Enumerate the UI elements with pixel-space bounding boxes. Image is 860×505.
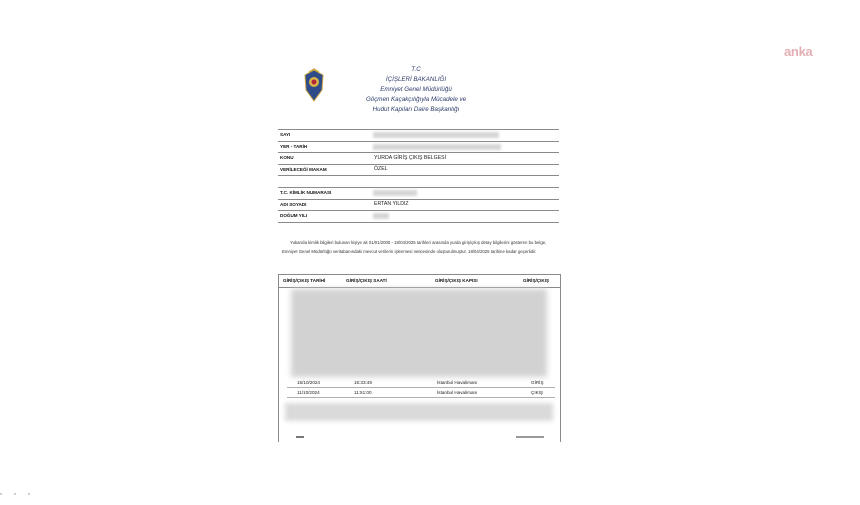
cell-gate: İstanbul Havalimanı [437, 389, 478, 395]
person-value: ERTAN YILDIZ [374, 201, 409, 207]
table-row [287, 378, 555, 388]
cell-gate: İstanbul Havalimanı [437, 379, 478, 385]
cell-type: ÇIKIŞ [531, 389, 543, 395]
redacted-value [373, 132, 499, 138]
watermark-logo: anka [784, 44, 813, 59]
meta-row-konu [278, 153, 559, 165]
footer-mark [516, 436, 544, 438]
meta-label: SAYI [280, 132, 291, 137]
corner-marks [0, 493, 40, 496]
meta-value: ÖZEL [374, 166, 388, 172]
footer-mark [296, 436, 304, 438]
cell-time: 11:51:00 [354, 389, 372, 395]
header-line: Göçmen Kaçakçılığıyla Mücadele ve [365, 96, 467, 103]
col-header-type: GİRİŞ/ÇIKIŞ [523, 278, 550, 283]
person-row-name [278, 200, 559, 212]
redacted-rows [291, 289, 547, 377]
movement-table [278, 274, 561, 442]
document-header [346, 64, 486, 116]
redacted-rows [285, 403, 553, 421]
person-table [278, 187, 559, 223]
person-label: T.C. KİMLİK NUMARASI [280, 190, 332, 195]
meta-row-yer-tarih [278, 142, 559, 154]
meta-row-makam [278, 165, 559, 177]
col-header-gate: GİRİŞ/ÇIKIŞ KAPISI [435, 278, 478, 283]
col-header-date: GİRİŞ/ÇIKIŞ TARİHİ [283, 278, 326, 283]
meta-value: YURDA GİRİŞ ÇIKIŞ BELGESİ [374, 154, 447, 161]
meta-label: VERİLECEĞİ MAKAM [280, 166, 327, 172]
statement-paragraph: Yukarıda kimlik bilgileri bulunan kişiye ait 01/01/2000 - 18/04/2025 tarihleri arasında yurda giriş/çıkış detay bilgilerini gösteren bu belge, Emniyet Genel Müdürlüğü veritabanındaki mevcut verilerin işlenmesi neticesinde oluşturulmuştur. 18/04/2025 tarihine kadar geçerlidir. [282, 240, 547, 254]
meta-label: YER - TARİH [280, 143, 308, 149]
table-row [287, 388, 555, 398]
header-line: Emniyet Genel Müdürlüğü [380, 86, 452, 93]
cell-type: GİRİŞ [531, 379, 544, 385]
cell-time: 15:33:49 [354, 379, 372, 385]
redacted-value [373, 144, 501, 150]
meta-row-sayi [278, 130, 559, 142]
cell-date: 15/10/2024 [297, 379, 320, 385]
person-label: ADI SOYADI [280, 201, 307, 207]
police-emblem-icon [303, 68, 325, 104]
redacted-value [373, 190, 417, 196]
person-row-birth-year [278, 211, 559, 223]
col-header-time: GİRİŞ/ÇIKIŞ SAATİ [346, 278, 387, 283]
header-line: İÇİŞLERİ BAKANLIĞI [385, 76, 447, 83]
document-page [276, 58, 562, 442]
person-row-tckn [278, 188, 559, 200]
header-line: Hudut Kapıları Daire Başkanlığı [372, 106, 460, 113]
header-line: T.C [411, 66, 421, 73]
cell-date: 11/10/2024 [297, 389, 320, 395]
meta-table [278, 129, 559, 176]
meta-label: KONU [280, 155, 294, 160]
movement-table-header [279, 275, 560, 288]
person-label: DOĞUM YILI [280, 213, 308, 218]
redacted-value [373, 213, 389, 219]
